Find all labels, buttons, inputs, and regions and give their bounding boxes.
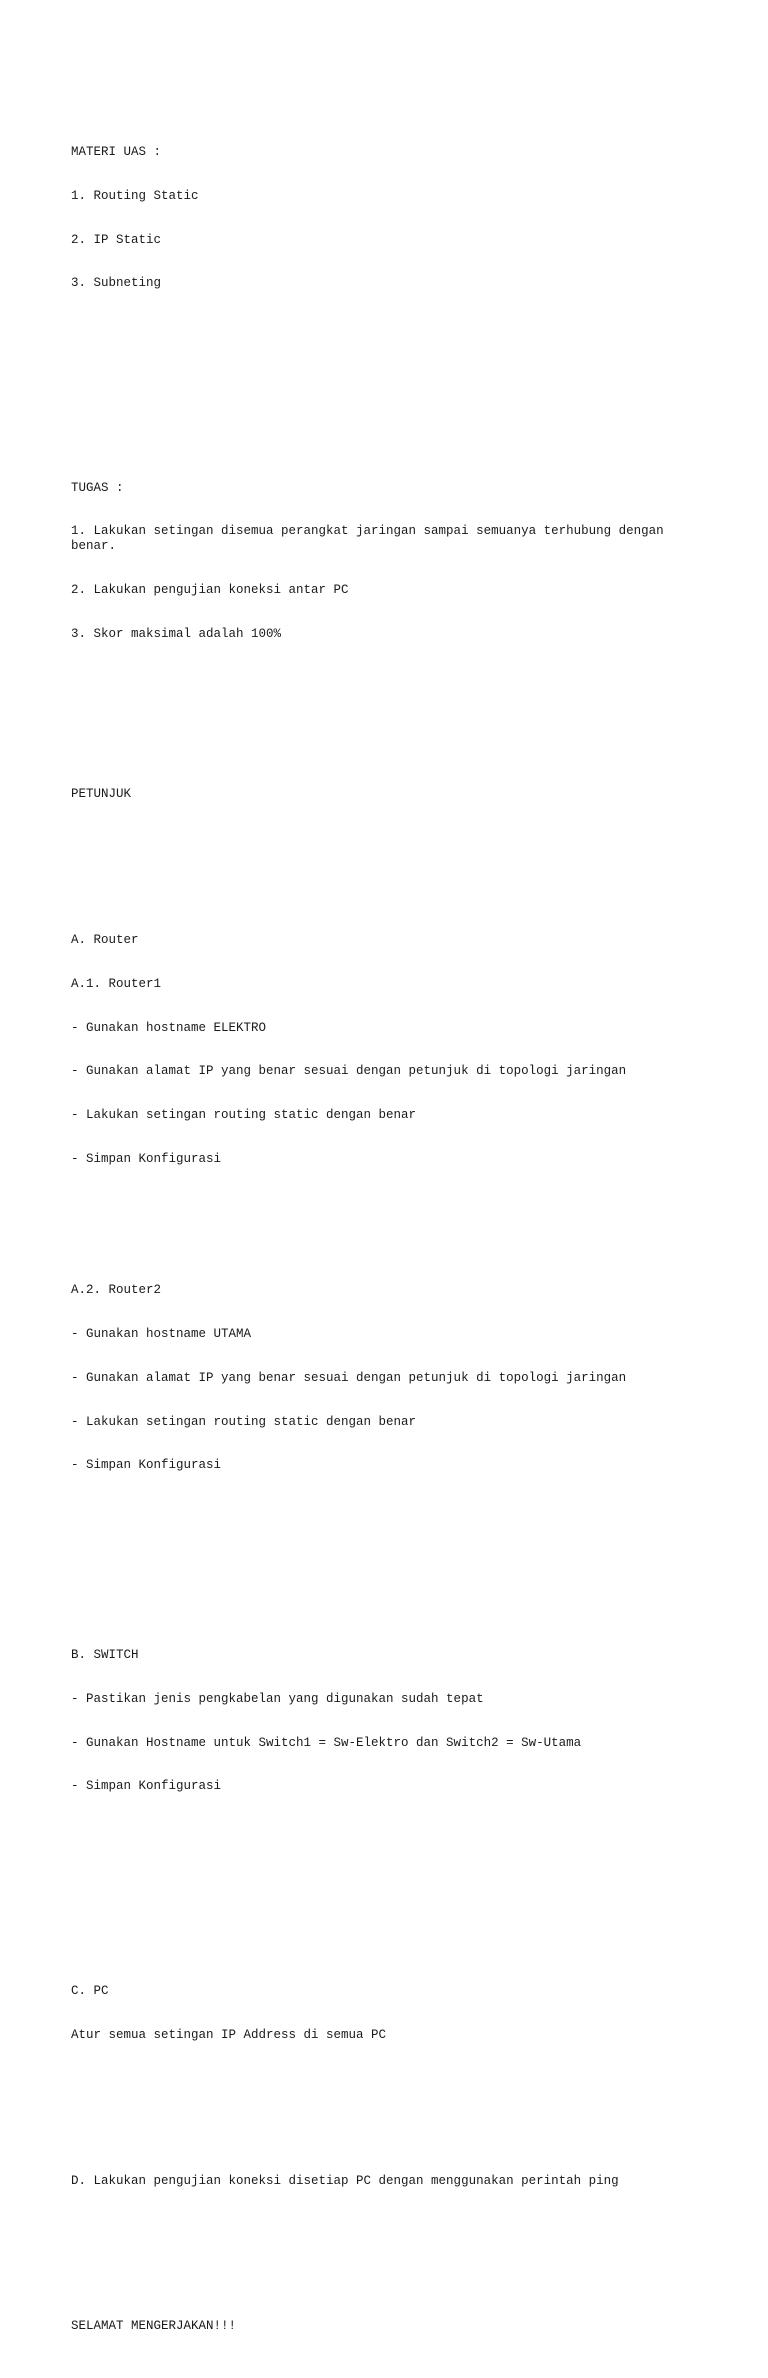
document-body bbox=[71, 72, 691, 2378]
tugas-item: 1. Lakukan setingan disemua perangkat jaringan sampai semuanya terhubung dengan benar. bbox=[71, 524, 672, 554]
router-heading: A. Router bbox=[71, 933, 139, 948]
materi-heading: MATERI UAS : bbox=[71, 144, 162, 159]
switch-item: - Pastikan jenis pengkabelan yang digunakan sudah tepat bbox=[71, 1691, 484, 1706]
tugas-section bbox=[71, 451, 691, 670]
materi-item: 2. IP Static bbox=[71, 232, 162, 247]
spacer bbox=[71, 845, 691, 860]
materi-item: 3. Subneting bbox=[71, 276, 162, 291]
spacer bbox=[71, 364, 691, 408]
pc-section bbox=[71, 1955, 691, 2072]
router2-item: - Gunakan alamat IP yang benar sesuai dengan petunjuk di topologi jaringan bbox=[71, 1370, 627, 1385]
spacer bbox=[71, 1867, 691, 1911]
petunjuk-heading: PETUNJUK bbox=[71, 787, 132, 802]
closing-text: SELAMAT MENGERJAKAN!!! bbox=[71, 2319, 237, 2334]
router2-heading: A.2. Router2 bbox=[71, 1283, 162, 1298]
switch-heading: B. SWITCH bbox=[71, 1648, 139, 1663]
tugas-item: 2. Lakukan pengujian koneksi antar PC bbox=[71, 582, 349, 597]
ping-instruction: D. Lakukan pengujian koneksi disetiap PC dengan menggunakan perintah ping bbox=[71, 2173, 619, 2188]
switch-section bbox=[71, 1619, 691, 1823]
pc-text: Atur semua setingan IP Address di semua PC bbox=[71, 2027, 387, 2042]
switch-item: - Simpan Konfigurasi bbox=[71, 1779, 222, 1794]
router2-item: - Simpan Konfigurasi bbox=[71, 1458, 222, 1473]
router1-item: - Lakukan setingan routing static dengan benar bbox=[71, 1108, 417, 1123]
router1-heading: A.1. Router1 bbox=[71, 976, 162, 991]
materi-item: 1. Routing Static bbox=[71, 188, 199, 203]
pc-heading: C. PC bbox=[71, 1983, 109, 1998]
spacer bbox=[71, 1546, 691, 1575]
router-section bbox=[71, 904, 691, 1502]
materi-section bbox=[71, 116, 691, 320]
router1-item: - Simpan Konfigurasi bbox=[71, 1151, 222, 1166]
spacer bbox=[71, 2115, 691, 2130]
router1-item: - Gunakan alamat IP yang benar sesuai dengan petunjuk di topologi jaringan bbox=[71, 1064, 627, 1079]
router1-item: - Gunakan hostname ELEKTRO bbox=[71, 1020, 267, 1035]
tugas-heading: TUGAS : bbox=[71, 480, 124, 495]
spacer bbox=[71, 1210, 691, 1239]
router2-item: - Gunakan hostname UTAMA bbox=[71, 1327, 252, 1342]
tugas-item: 3. Skor maksimal adalah 100% bbox=[71, 626, 282, 641]
spacer bbox=[71, 714, 691, 743]
router2-item: - Lakukan setingan routing static dengan benar bbox=[71, 1414, 417, 1429]
spacer bbox=[71, 2232, 691, 2276]
switch-item: - Gunakan Hostname untuk Switch1 = Sw-Elektro dan Switch2 = Sw-Utama bbox=[71, 1735, 582, 1750]
